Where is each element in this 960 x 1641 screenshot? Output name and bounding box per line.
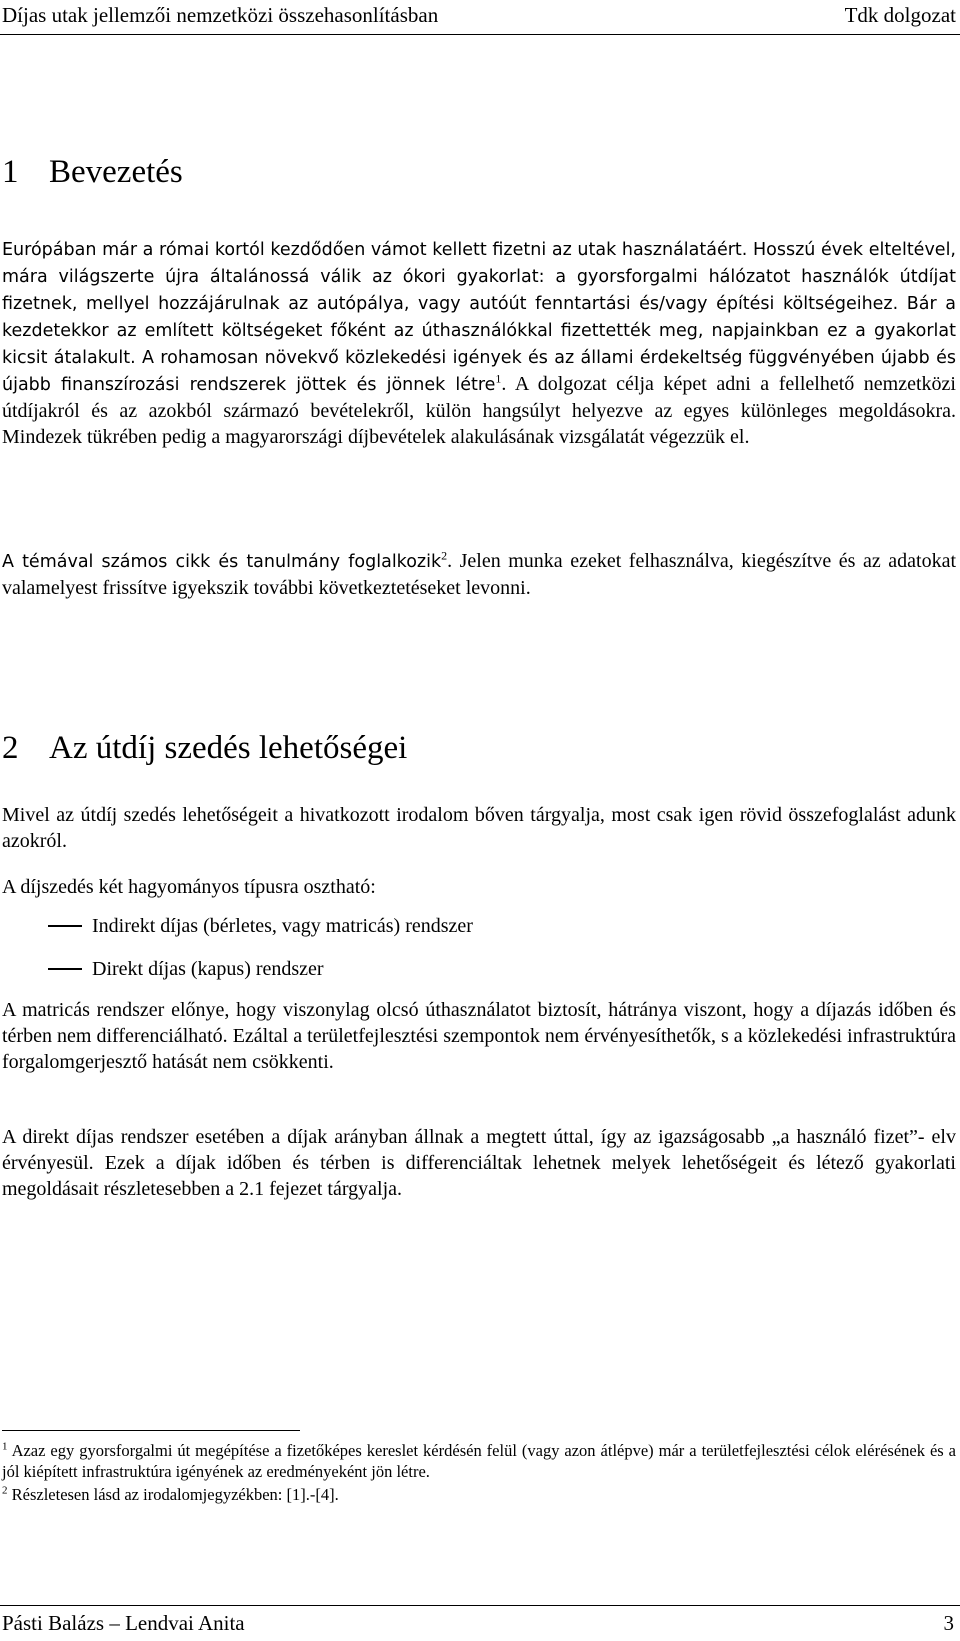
section-1-number: 1 bbox=[2, 154, 19, 190]
header-title: Díjas utak jellemzői nemzetközi összehasonlításban bbox=[2, 3, 439, 27]
footnote-1: $^1$ Azaz egy gyorsforgalmi út megépítése a fizetőképes kereslet kérdésén felül (vagy azon átlépve) már a területfejlesztési célok elérésének és a jól kiépített infrastruktúra igényének az eredményeként jön létre. bbox=[2, 1440, 956, 1481]
section-2-number: 2 bbox=[2, 730, 19, 766]
section-2-paragraph-3: A matricás rendszer előnye, hogy viszonylag olcsó úthasználatot biztosít, hátránya viszont, hogy a díjazás időben és térben nem differenciálható. Ezáltal a területfejlesztési szempontok nem érvényesíthetők, s a közlekedési infrastruktúra forgalomgerjesztő hatását nem csökkenti. bbox=[2, 999, 956, 1073]
section-1-paragraph-1: Európában már a római kortól kezdődően vámot kellett fizetni az utak használatáért. Hosszú évek elteltével, mára világszerte újra általánossá válik az ókori gyakorlat: a gyorsforgalmi hálózatot használók útdíjat fizetnek, mellyel hozzájárulnak az autópálya, vagy autóút fenntartási és/vagy építési költségeihez. Bár a kezdetekkor az említett költségeket főként az úthasználókkal fizettették meg, napjainkban ez a gyakorlat kicsit átalakult. A rohamosan növekvő közlekedési igények és az állami érdekeltség függvényében újabb és újabb finanszírozási rendszerek jöttek és jönnek létre$^1$. A dolgozat célja képet adni a fellelhető nemzetközi útdíjakról és az azokból származó bevételekről, külön hangsúlyt helyezve az egyes különleges megoldásokra. Mindezek tükrében pedig a magyarországi díjbevételek alakulásának vizsgálatát végezzük el. bbox=[2, 240, 956, 448]
footnote-separator bbox=[2, 1430, 300, 1431]
dash-bullet-icon bbox=[48, 925, 82, 927]
dash-bullet-icon bbox=[48, 968, 82, 970]
section-1-title: Bevezetés bbox=[49, 154, 183, 190]
footnote-ref-1[interactable]: 1 bbox=[495, 371, 502, 386]
footnote-mark: 2 bbox=[2, 1484, 8, 1497]
section-2-paragraph-1: Mivel az útdíj szedés lehetőségeit a hivatkozott irodalom bőven tárgyalja, most csak igen rövid összefoglalást adunk azokról. bbox=[2, 804, 956, 852]
footnote-mark: 1 bbox=[2, 1440, 8, 1453]
list-item: Indirekt díjas (bérletes, vagy matricás) rendszer bbox=[48, 913, 473, 939]
page-header bbox=[0, 0, 960, 35]
section-2-paragraph-4: A direkt díjas rendszer esetében a díjak arányban állnak a megtett úttal, így az igazságosabb „a használó fizet”- elv érvényesül. Ezek a díjak időben és térben is differenciáltak lehetnek melyek lehetőségeit és létező gyakorlati megoldásait részletesebben a 2.1 fejezet tárgyalja. bbox=[2, 1126, 956, 1200]
list-item: Direkt díjas (kapus) rendszer bbox=[48, 956, 324, 982]
section-1-heading bbox=[2, 152, 183, 192]
header-doc-type: Tdk dolgozat bbox=[844, 3, 956, 27]
section-1-paragraph-2: A témával számos cikk és tanulmány foglalkozik$^2$. Jelen munka ezeket felhasználva, kiegészítve és az adatokat valamelyest frissítve igyekszik további következtetéseket levonni. bbox=[2, 548, 956, 599]
page-number: 3 bbox=[943, 1611, 954, 1635]
footer-authors: Pásti Balázs – Lendvai Anita bbox=[2, 1611, 245, 1635]
section-2-heading bbox=[2, 728, 407, 768]
section-2-paragraph-2: A díjszedés két hagyományos típusra osztható: bbox=[2, 876, 376, 898]
footnote-2: $^2$ Részletesen lásd az irodalomjegyzékben: [1].-[4]. bbox=[2, 1484, 339, 1504]
section-2-title: Az útdíj szedés lehetőségei bbox=[49, 730, 408, 766]
page-footer bbox=[0, 1605, 960, 1641]
footnote-ref-2[interactable]: 2 bbox=[441, 548, 448, 563]
